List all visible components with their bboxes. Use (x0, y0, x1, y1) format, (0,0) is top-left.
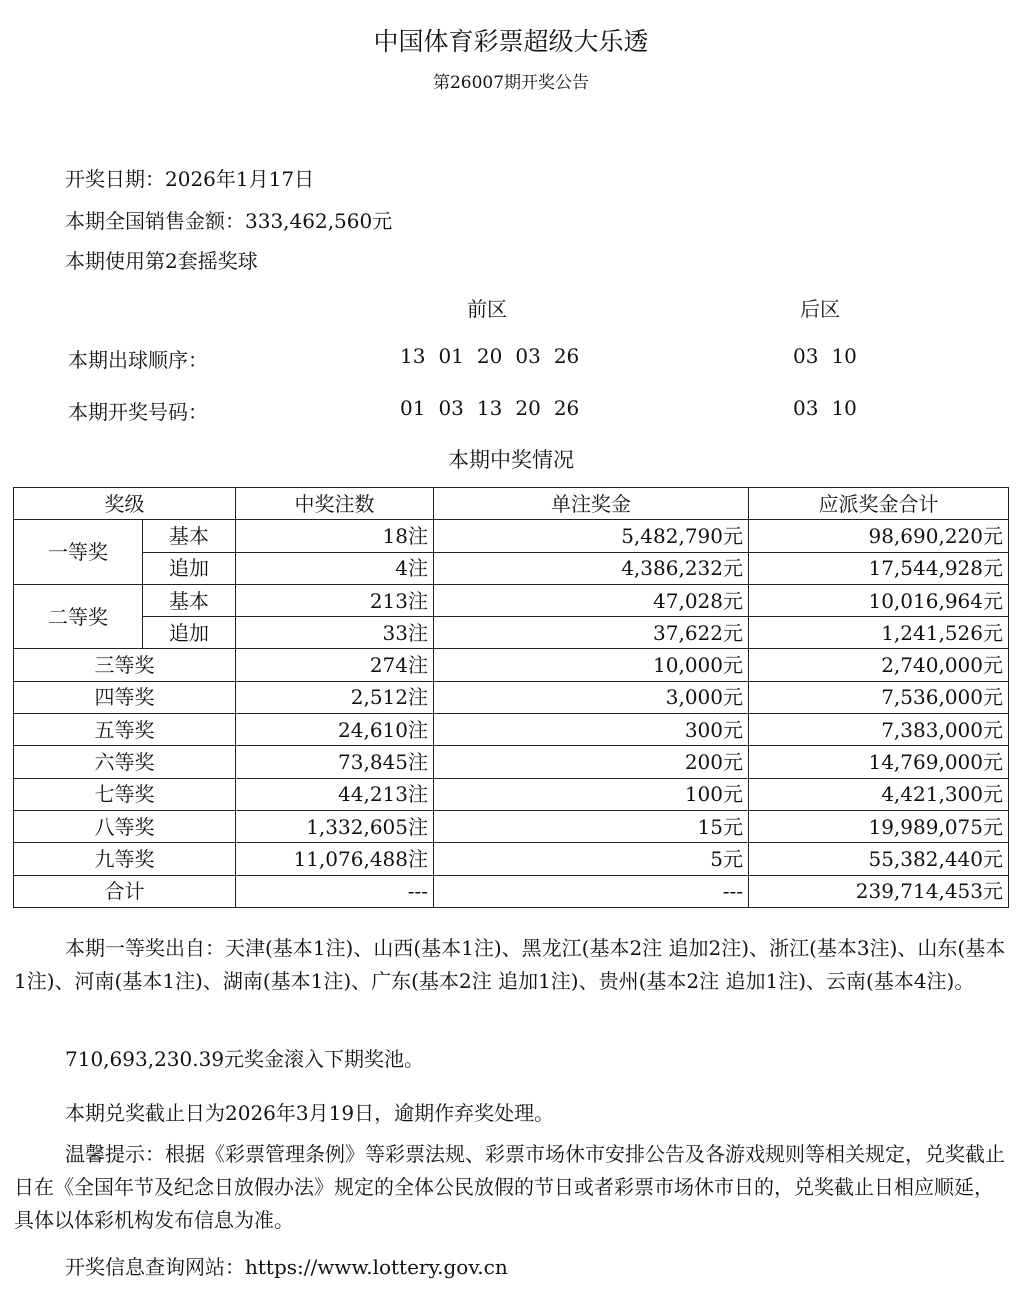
table-row (14, 810, 1009, 842)
draw-date: 开奖日期：2026年1月17日 (65, 167, 315, 191)
jackpot-pool-note: 710,693,230.39元奖金滚入下期奖池。 (65, 1047, 425, 1071)
header-count: 中奖注数 (236, 488, 434, 520)
ball-number: 03 (438, 396, 464, 420)
table-row (14, 714, 1009, 746)
winner-count: 24,610注 (236, 714, 434, 746)
prize-level: 六等奖 (14, 746, 236, 778)
website-note: 开奖信息查询网站：https://www.lottery.gov.cn (65, 1255, 508, 1279)
ball-number: 13 (476, 396, 503, 420)
ball-number: 03 (793, 396, 819, 420)
ball-number: 26 (553, 344, 580, 368)
table-row (14, 649, 1009, 681)
winner-count: 44,213注 (236, 778, 434, 810)
single-prize: 37,622元 (434, 617, 749, 649)
ball-number: 03 (515, 344, 541, 368)
front-zone-header: 前区 (467, 297, 507, 321)
table-row (14, 843, 1009, 875)
ball-number: 01 (438, 344, 464, 368)
ball-number: 10 (831, 396, 857, 420)
order-back-balls (793, 344, 870, 368)
back-zone-header: 后区 (800, 297, 840, 321)
total-prize: 2,740,000元 (749, 649, 1009, 681)
total-prize: 10,016,964元 (749, 584, 1009, 616)
winners-text: 本期一等奖出自：天津(基本1注)、山西(基本1注)、黑龙江(基本2注 追加2注)、浙江(基本3注)、山东(基本1注)、河南(基本1注)、湖南(基本1注)、广东(基本2注 追加1注)、贵州(基本2注 追加1注)、云南(基本4注)。 (14, 936, 1006, 993)
ball-number: 13 (400, 344, 426, 368)
table-row (14, 584, 1009, 616)
table-row (14, 746, 1009, 778)
total-prize: 98,690,220元 (749, 520, 1009, 552)
ball-number: 20 (515, 396, 541, 420)
winner-count: 4注 (236, 552, 434, 584)
winner-count: 18注 (236, 520, 434, 552)
ball-number: 20 (476, 344, 503, 368)
total-prize: 1,241,526元 (749, 617, 1009, 649)
sum-label: 合计 (14, 875, 236, 907)
sum-prize: --- (434, 875, 749, 907)
first-prize-winners-note (14, 932, 1006, 998)
header-total: 应派奖金合计 (749, 488, 1009, 520)
total-prize: 4,421,300元 (749, 778, 1009, 810)
prize-level: 五等奖 (14, 714, 236, 746)
result-label: 本期开奖号码： (68, 400, 208, 424)
prize-level: 四等奖 (14, 681, 236, 713)
header-prize: 单注奖金 (434, 488, 749, 520)
winner-count: 11,076,488注 (236, 843, 434, 875)
ball-number: 03 (793, 344, 819, 368)
winner-count: 1,332,605注 (236, 810, 434, 842)
result-front-balls (400, 396, 592, 420)
total-prize: 19,989,075元 (749, 810, 1009, 842)
total-prize: 55,382,440元 (749, 843, 1009, 875)
reminder-note (14, 1138, 1006, 1237)
order-label: 本期出球顺序： (68, 348, 208, 372)
single-prize: 4,386,232元 (434, 552, 749, 584)
single-prize: 300元 (434, 714, 749, 746)
single-prize: 10,000元 (434, 649, 749, 681)
winner-count: 274注 (236, 649, 434, 681)
single-prize: 200元 (434, 746, 749, 778)
total-prize: 17,544,928元 (749, 552, 1009, 584)
prize-type: 追加 (143, 617, 236, 649)
prize-type: 基本 (143, 584, 236, 616)
prize-level: 七等奖 (14, 778, 236, 810)
ball-number: 10 (831, 344, 857, 368)
single-prize: 5,482,790元 (434, 520, 749, 552)
prize-table-title: 本期中奖情况 (448, 448, 574, 472)
prize-type: 基本 (143, 520, 236, 552)
table-row (14, 778, 1009, 810)
ball-number: 01 (400, 396, 426, 420)
table-row (14, 617, 1009, 649)
claim-deadline-note: 本期兑奖截止日为2026年3月19日，逾期作弃奖处理。 (65, 1101, 555, 1125)
single-prize: 100元 (434, 778, 749, 810)
prize-level: 三等奖 (14, 649, 236, 681)
total-prize: 14,769,000元 (749, 746, 1009, 778)
single-prize: 47,028元 (434, 584, 749, 616)
prize-table (13, 487, 1009, 908)
order-front-balls (400, 344, 592, 368)
page-title: 中国体育彩票超级大乐透 (373, 27, 649, 56)
issue-subtitle: 第26007期开奖公告 (432, 73, 590, 93)
prize-level: 二等奖 (14, 584, 143, 649)
ball-number: 26 (553, 396, 580, 420)
table-row (14, 681, 1009, 713)
winner-count: 213注 (236, 584, 434, 616)
total-prize: 7,383,000元 (749, 714, 1009, 746)
prize-level: 一等奖 (14, 520, 143, 585)
total-prize: 7,536,000元 (749, 681, 1009, 713)
ball-set: 本期使用第2套摇奖球 (65, 249, 258, 273)
prize-level: 八等奖 (14, 810, 236, 842)
winner-count: 73,845注 (236, 746, 434, 778)
single-prize: 3,000元 (434, 681, 749, 713)
table-sum-row (14, 875, 1009, 907)
prize-type: 追加 (143, 552, 236, 584)
single-prize: 5元 (434, 843, 749, 875)
table-row (14, 520, 1009, 552)
sum-total: 239,714,453元 (749, 875, 1009, 907)
header-level: 奖级 (14, 488, 236, 520)
sales-amount: 本期全国销售金额：333,462,560元 (65, 209, 393, 233)
table-header-row (14, 488, 1009, 520)
prize-level: 九等奖 (14, 843, 236, 875)
single-prize: 15元 (434, 810, 749, 842)
winner-count: 2,512注 (236, 681, 434, 713)
table-row (14, 552, 1009, 584)
winner-count: 33注 (236, 617, 434, 649)
result-back-balls (793, 396, 870, 420)
reminder-text: 温馨提示：根据《彩票管理条例》等彩票法规、彩票市场休市安排公告及各游戏规则等相关规定，兑奖截止日在《全国年节及纪念日放假办法》规定的全体公民放假的节日或者彩票市场休市日的，兑奖截止日相应顺延，具体以体彩机构发布信息为准。 (14, 1142, 1005, 1232)
sum-count: --- (236, 875, 434, 907)
